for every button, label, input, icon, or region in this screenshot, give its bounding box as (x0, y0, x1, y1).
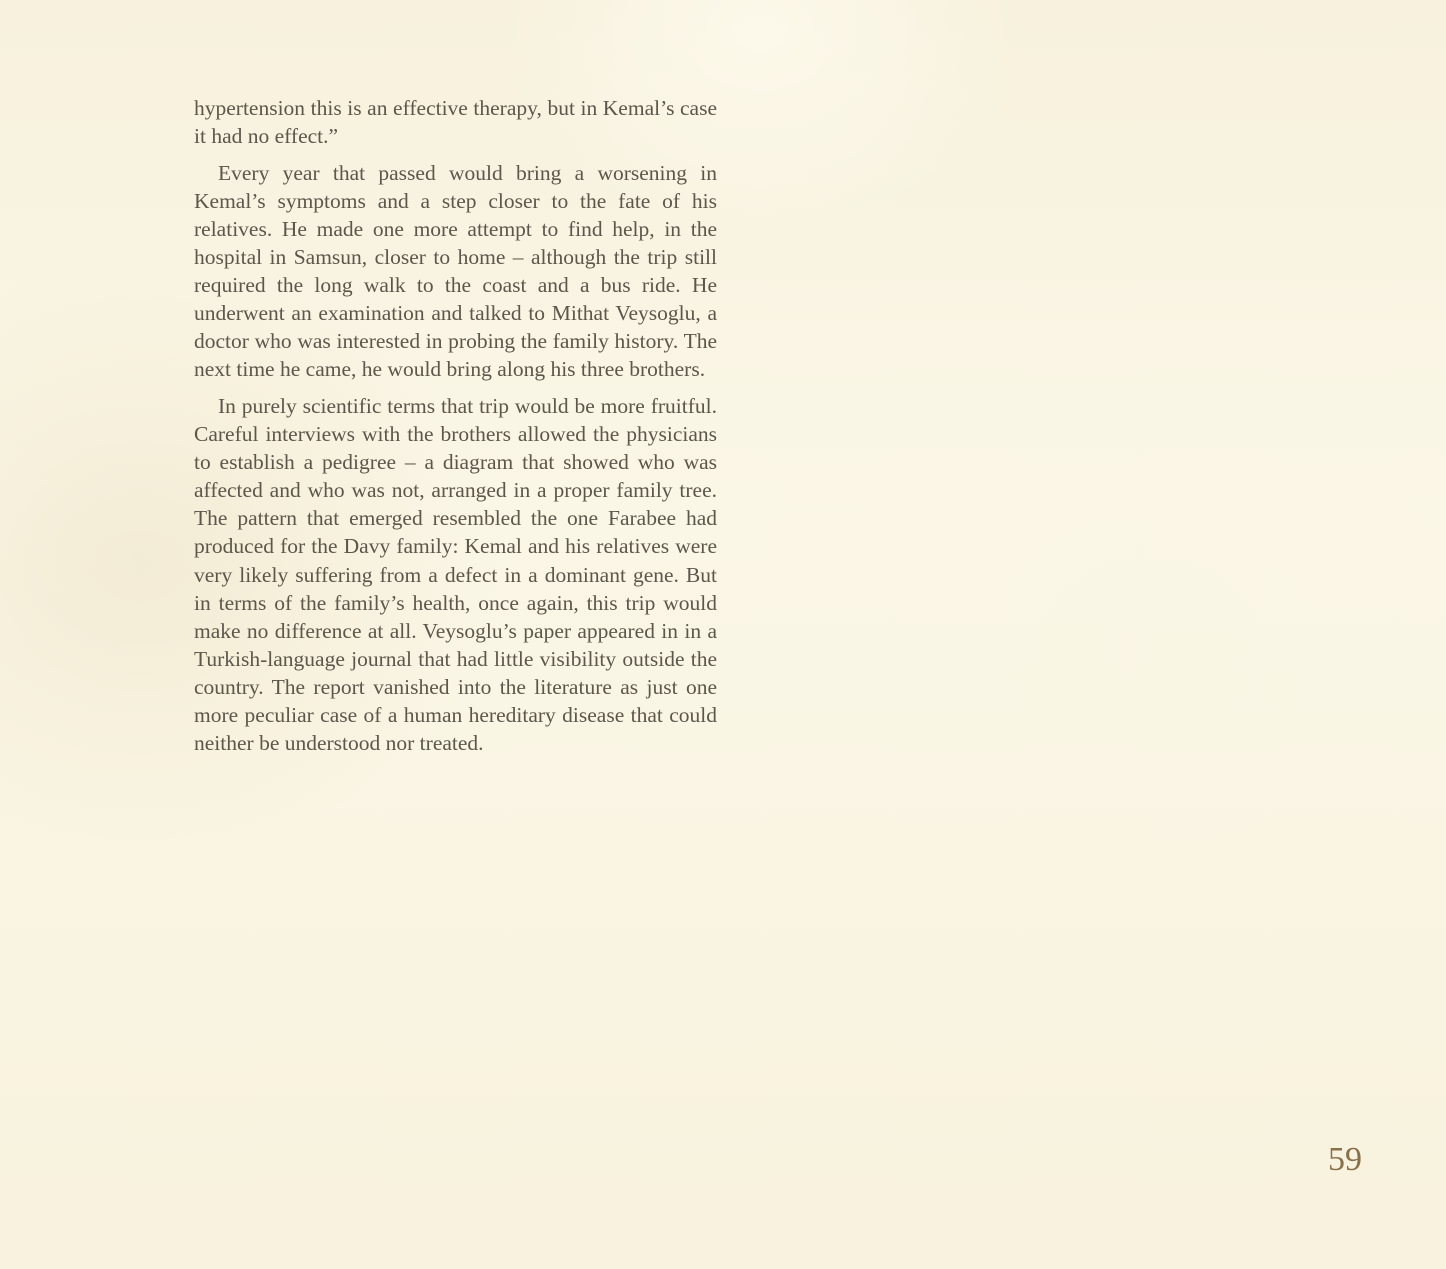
paragraph-continued: hypertension this is an effective therapy, but in Kemal’s case it had no effect.” (194, 96, 717, 149)
paragraph-pedigree: In purely scientific terms that trip would be more fruitful. Careful interviews with the brothers allowed the physicians to establish a pedigree – a diagram that showed who was affected and who was not, arranged in a proper family tree. The pattern that emerged resembled the one Farabee had produced for the Davy family: Kemal and his relatives were very likely suffering from a defect in a dominant gene. But in terms of the family’s health, once again, this trip would make no difference at all. Veysoglu’s paper appeared in in a Turkish-language journal that had little visibility outside the country. The report vanished into the literature as just one more peculiar case of a human hereditary disease that could neither be understood nor treated. (194, 393, 717, 756)
page-number: 59 (1328, 1141, 1362, 1178)
paragraph-kemal-symptoms: Every year that passed would bring a worsening in Kemal’s symptoms and a step closer to the fate of his relatives. He made one more attempt to find help, in the hospital in Samsun, closer to home – although the trip still required the long walk to the coast and a bus ride. He underwent an examination and talked to Mithat Veysoglu, a doctor who was interested in probing the family history. The next time he came, he would bring along his three brothers. (194, 160, 717, 382)
body-text-column (194, 94, 717, 766)
